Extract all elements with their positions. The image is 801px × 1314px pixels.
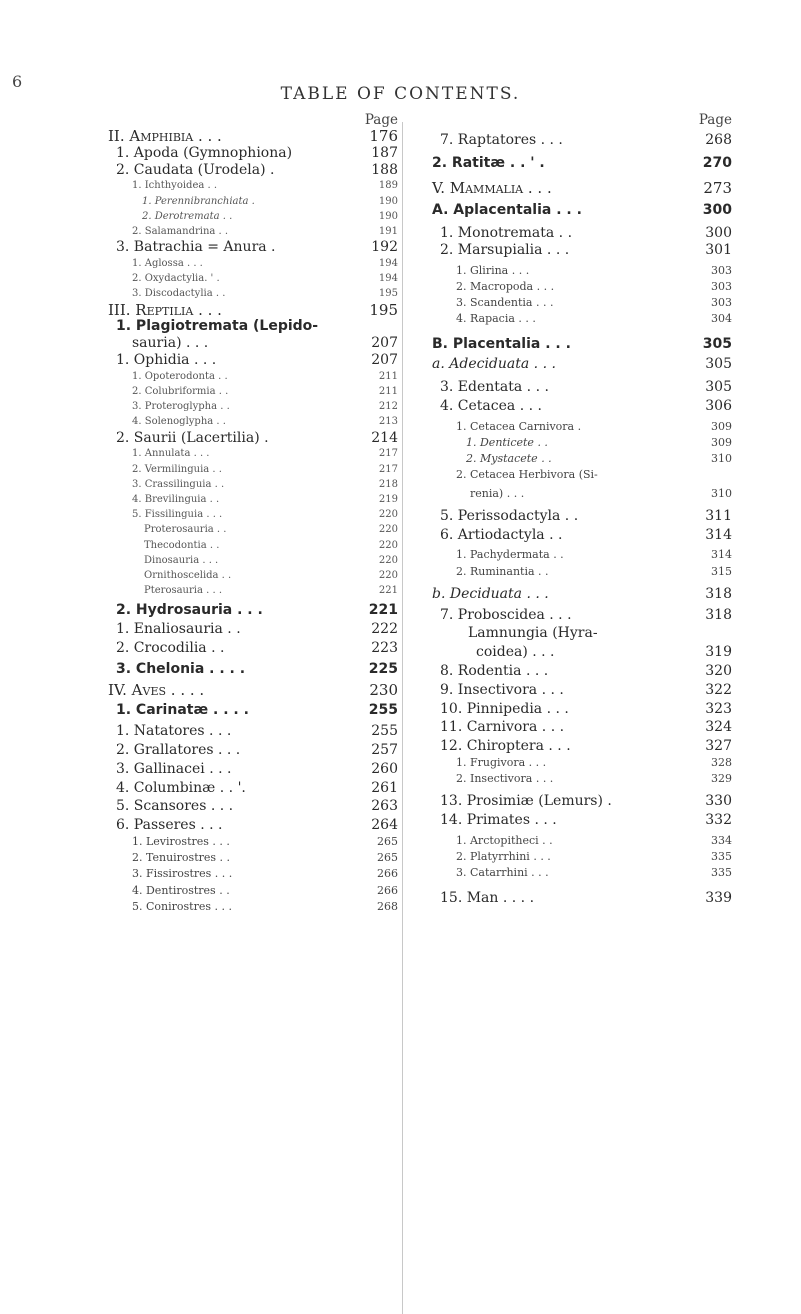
toc-entry-page: 301 bbox=[705, 241, 732, 258]
toc-entry-page: 211 bbox=[378, 386, 398, 397]
toc-entry bbox=[432, 738, 732, 755]
toc-entry-title: 3. Proteroglypha . . bbox=[132, 401, 230, 413]
toc-entry-title: 1. Monotremata . . bbox=[440, 225, 573, 242]
toc-entry-title: 2. Salamandrina . . bbox=[132, 226, 229, 237]
toc-entry-title: b. Deciduata . . . bbox=[432, 585, 549, 602]
page-number: 6 bbox=[12, 72, 23, 91]
toc-entry-page: 218 bbox=[378, 478, 398, 490]
toc-entry bbox=[432, 701, 732, 718]
toc-entry-page: 323 bbox=[705, 700, 732, 717]
toc-entry bbox=[108, 817, 398, 834]
toc-entry bbox=[432, 719, 732, 736]
toc-entry-title: 3. Discodactylia . . bbox=[132, 288, 226, 300]
toc-entry bbox=[432, 451, 732, 467]
toc-entry-title: 3. Catarrhini . . . bbox=[456, 866, 549, 880]
toc-entry-title: 2. Grallatores . . . bbox=[116, 742, 241, 759]
toc-entry-page: 219 bbox=[378, 494, 398, 506]
toc-entry-page: 189 bbox=[378, 180, 398, 192]
toc-entry-title: 2. Ratitæ . . ' . bbox=[432, 154, 545, 171]
toc-entry-title: 3. Scandentia . . . bbox=[456, 296, 554, 310]
toc-entry-title: III. Reptilia . . . bbox=[108, 300, 222, 319]
toc-entry bbox=[108, 335, 398, 352]
toc-entry-title: 3. Gallinacei . . . bbox=[116, 760, 232, 777]
toc-entry-page: 257 bbox=[371, 742, 398, 759]
toc-entry bbox=[108, 723, 398, 740]
toc-entry-page: 330 bbox=[705, 793, 732, 810]
toc-entry-page: 335 bbox=[711, 850, 732, 864]
toc-entry-title: 3. Batrachia = Anura . bbox=[116, 239, 276, 256]
toc-entry-page: 255 bbox=[368, 702, 398, 719]
toc-entry-page: 319 bbox=[705, 644, 732, 661]
toc-entry-title: 5. Conirostres . . . bbox=[132, 899, 232, 913]
toc-entry-title: 13. Prosimiæ (Lemurs) . bbox=[440, 793, 612, 810]
toc-entry-page: 273 bbox=[703, 178, 732, 197]
toc-entry-title: 1. Frugivora . . . bbox=[456, 755, 547, 769]
toc-entry-page: 211 bbox=[378, 370, 398, 382]
toc-entry-title: 2. Saurii (Lacertilia) . bbox=[116, 429, 269, 446]
toc-entry-page: 318 bbox=[705, 606, 732, 623]
toc-entry-page: 192 bbox=[371, 239, 398, 256]
toc-entry-page: 311 bbox=[705, 507, 732, 524]
toc-entry-title: 7. Proboscidea . . . bbox=[440, 606, 572, 623]
toc-entry-page: 306 bbox=[705, 397, 732, 414]
toc-entry-title: 2. Crocodilia . . bbox=[116, 640, 225, 657]
toc-right-column bbox=[432, 112, 732, 906]
toc-entry-title: 2. Insectivora . . . bbox=[456, 772, 554, 786]
toc-entry-page: 261 bbox=[371, 779, 398, 796]
toc-entry-page: 220 bbox=[378, 554, 398, 566]
toc-entry-title: Lamnungia (Hyra- bbox=[468, 625, 598, 642]
toc-entry-page: 223 bbox=[371, 640, 398, 657]
toc-entry-page: 221 bbox=[368, 602, 398, 619]
toc-entry bbox=[432, 132, 732, 149]
toc-entry-title: sauria) . . . bbox=[132, 335, 209, 352]
toc-entry bbox=[432, 155, 732, 172]
toc-entry-title: 14. Primates . . . bbox=[440, 812, 557, 829]
toc-entry bbox=[432, 202, 732, 219]
toc-entry-page: 207 bbox=[371, 352, 398, 368]
toc-entry-page: 187 bbox=[371, 144, 398, 161]
toc-entry bbox=[108, 553, 398, 568]
toc-entry-page: 303 bbox=[711, 296, 732, 310]
toc-entry-title: 10. Pinnipedia . . . bbox=[440, 700, 569, 717]
toc-entry-page: 300 bbox=[705, 225, 732, 242]
toc-entry-page: 270 bbox=[702, 154, 732, 171]
toc-entry bbox=[108, 224, 398, 239]
toc-entry bbox=[108, 866, 398, 882]
toc-entry-title: 4. Brevilinguia . . bbox=[132, 494, 220, 506]
toc-entry-page: 213 bbox=[378, 416, 398, 428]
toc-entry bbox=[432, 435, 732, 451]
toc-entry-title: 1. Perennibranchiata . bbox=[142, 195, 255, 207]
toc-entry-title: 1. Enaliosauria . . bbox=[116, 621, 241, 638]
toc-entry-page: 310 bbox=[711, 486, 732, 500]
toc-entry-title: 1. Levirostres . . . bbox=[132, 835, 230, 848]
toc-entry-title: 3. Crassilinguia . . bbox=[132, 478, 225, 490]
toc-entry-page: 318 bbox=[705, 585, 732, 602]
toc-entry-page: 268 bbox=[377, 899, 398, 913]
toc-entry-page: 207 bbox=[371, 335, 398, 352]
toc-entry-page: 310 bbox=[711, 452, 732, 466]
toc-entry bbox=[432, 379, 732, 396]
toc-entry-page: 322 bbox=[705, 681, 732, 698]
toc-entry bbox=[432, 663, 732, 680]
toc-entry bbox=[432, 398, 732, 415]
toc-entry-title: 4. Columbinæ . . '. bbox=[116, 779, 246, 796]
toc-entry bbox=[432, 644, 732, 661]
toc-entry-title: 4. Cetacea . . . bbox=[440, 397, 542, 414]
toc-entry bbox=[432, 564, 732, 580]
toc-entry-page: 176 bbox=[369, 127, 398, 145]
toc-entry bbox=[432, 625, 732, 642]
toc-entry-page: 305 bbox=[705, 379, 732, 396]
toc-entry bbox=[108, 399, 398, 414]
toc-entry-title: 1. Natatores . . . bbox=[116, 723, 232, 740]
toc-entry bbox=[108, 899, 398, 915]
toc-entry-title: A. Aplacentalia . . . bbox=[432, 202, 582, 219]
toc-entry bbox=[432, 833, 732, 849]
toc-entry-title: IV. Aves . . . . bbox=[108, 680, 205, 699]
toc-entry bbox=[432, 508, 732, 525]
toc-entry-page: 314 bbox=[705, 526, 732, 543]
toc-entry bbox=[108, 661, 398, 678]
toc-entry bbox=[432, 771, 732, 787]
toc-entry bbox=[108, 239, 398, 256]
column-divider bbox=[402, 122, 403, 1314]
toc-entry bbox=[432, 225, 732, 242]
toc-entry-title: Pterosauria . . . bbox=[144, 585, 223, 597]
toc-entry-title: 3. Fissirostres . . . bbox=[132, 867, 233, 881]
toc-entry-page: 222 bbox=[371, 621, 398, 638]
toc-entry bbox=[108, 492, 398, 507]
toc-left-column bbox=[108, 112, 398, 915]
toc-entry-page: 268 bbox=[705, 132, 732, 148]
toc-entry-title: 8. Rodentia . . . bbox=[440, 662, 549, 679]
toc-entry bbox=[108, 369, 398, 384]
toc-entry-page: 264 bbox=[371, 817, 398, 834]
toc-entry bbox=[432, 547, 732, 563]
toc-entry-title: II. Amphibia . . . bbox=[108, 127, 222, 145]
toc-entry-page: 260 bbox=[371, 760, 398, 777]
toc-entry-page: 332 bbox=[705, 812, 732, 829]
toc-entry-title: 2. Ruminantia . . bbox=[456, 564, 549, 578]
toc-entry bbox=[432, 336, 732, 353]
toc-entry-page: 305 bbox=[705, 356, 732, 373]
toc-entry bbox=[432, 419, 732, 435]
toc-entry-title: 1. Opoterodonta . . bbox=[132, 370, 228, 382]
toc-entry bbox=[108, 780, 398, 797]
toc-entry bbox=[432, 486, 732, 502]
toc-entry bbox=[432, 812, 732, 829]
page-column-label: Page bbox=[364, 112, 398, 128]
toc-entry bbox=[432, 242, 732, 259]
toc-entry-title: 1. Aglossa . . . bbox=[132, 258, 203, 269]
toc-entry-page: 324 bbox=[705, 719, 732, 736]
toc-entry-page: 217 bbox=[378, 463, 398, 475]
toc-entry-title: 2. Colubriformia . . bbox=[132, 386, 229, 397]
toc-entry-title: 1. Cetacea Carnivora . bbox=[456, 419, 582, 433]
toc-entry bbox=[432, 467, 732, 483]
toc-entry-page: 255 bbox=[371, 723, 398, 740]
toc-entry bbox=[432, 356, 732, 373]
toc-entry-title: 9. Insectivora . . . bbox=[440, 681, 564, 698]
toc-entry bbox=[108, 507, 398, 522]
toc-entry-page: 329 bbox=[711, 772, 732, 786]
toc-entry bbox=[108, 256, 398, 271]
toc-entry-page: 214 bbox=[371, 429, 398, 446]
toc-entry-page: 328 bbox=[711, 755, 732, 769]
toc-entry-title: 2. Caudata (Urodela) . bbox=[116, 161, 275, 178]
toc-entry-page: 335 bbox=[711, 866, 732, 880]
toc-entry bbox=[432, 527, 732, 544]
toc-entry bbox=[432, 586, 732, 603]
toc-entry-title: Ornithoscelida . . bbox=[144, 570, 232, 582]
toc-entry bbox=[108, 602, 398, 619]
toc-entry-page: 309 bbox=[711, 419, 732, 433]
toc-entry bbox=[108, 178, 398, 193]
toc-entry bbox=[108, 318, 398, 335]
toc-entry bbox=[432, 263, 732, 279]
toc-entry-page: 266 bbox=[377, 883, 398, 897]
toc-entry bbox=[432, 849, 732, 865]
toc-entry-title: 1. Ophidia . . . bbox=[116, 352, 217, 368]
toc-entry bbox=[108, 462, 398, 477]
toc-entry bbox=[108, 798, 398, 815]
toc-entry-title: a. Adeciduata . . . bbox=[432, 356, 556, 373]
toc-entry bbox=[108, 640, 398, 657]
toc-entry-page: 320 bbox=[705, 662, 732, 679]
toc-entry-title: 1. Glirina . . . bbox=[456, 263, 530, 277]
toc-entry-title: Dinosauria . . . bbox=[144, 554, 219, 566]
toc-entry-title: 5. Perissodactyla . . bbox=[440, 507, 579, 524]
toc-entry-title: Proterosauria . . bbox=[144, 524, 227, 536]
toc-entry-page: 339 bbox=[705, 889, 732, 906]
toc-entry-page: 266 bbox=[377, 867, 398, 881]
toc-entry bbox=[108, 302, 398, 319]
toc-entry-title: 2. Vermilinguia . . bbox=[132, 463, 222, 475]
toc-entry-title: 3. Edentata . . . bbox=[440, 379, 549, 396]
toc-entry bbox=[108, 209, 398, 224]
toc-entry-title: 3. Chelonia . . . . bbox=[116, 660, 246, 677]
toc-entry-title: 2. Platyrrhini . . . bbox=[456, 850, 551, 864]
toc-entry-page: 220 bbox=[378, 509, 398, 521]
toc-entry bbox=[108, 621, 398, 638]
toc-entry bbox=[108, 384, 398, 399]
toc-entry-title: 1. Carinatæ . . . . bbox=[116, 702, 249, 719]
toc-entry-title: 5. Fissilinguia . . . bbox=[132, 509, 223, 521]
toc-entry-page: 217 bbox=[378, 448, 398, 460]
toc-entry bbox=[108, 446, 398, 461]
toc-entry bbox=[108, 414, 398, 429]
toc-entry-page: 265 bbox=[377, 835, 398, 848]
toc-entry bbox=[108, 850, 398, 866]
toc-entry bbox=[108, 742, 398, 759]
toc-entry-page: 190 bbox=[378, 195, 398, 207]
toc-entry bbox=[108, 286, 398, 301]
toc-entry-title: B. Placentalia . . . bbox=[432, 335, 571, 352]
toc-entry-page: 194 bbox=[378, 258, 398, 269]
toc-entry-title: 2. Mystacete . . bbox=[466, 452, 552, 466]
toc-entry bbox=[108, 583, 398, 598]
toc-entry-title: 1. Annulata . . . bbox=[132, 448, 210, 460]
toc-entry bbox=[432, 793, 732, 810]
toc-entry-page: 327 bbox=[705, 738, 732, 755]
toc-entry-title: 1. Plagiotremata (Lepido- bbox=[116, 318, 319, 335]
toc-entry-page: 220 bbox=[378, 524, 398, 536]
toc-entry-title: coidea) . . . bbox=[476, 644, 555, 661]
toc-entry-title: 4. Rapacia . . . bbox=[456, 312, 536, 326]
toc-entry bbox=[108, 128, 398, 145]
toc-entry-title: V. Mammalia . . . bbox=[432, 178, 552, 197]
toc-entry-title: renia) . . . bbox=[470, 486, 525, 500]
toc-entry bbox=[432, 865, 732, 881]
toc-entry-title: 6. Passeres . . . bbox=[116, 817, 223, 834]
toc-entry-page: 191 bbox=[378, 226, 398, 237]
toc-entry bbox=[432, 311, 732, 327]
toc-entry-page: 220 bbox=[378, 539, 398, 551]
toc-entry-title: 4. Dentirostres . . bbox=[132, 883, 230, 897]
toc-entry-page: 303 bbox=[711, 279, 732, 293]
toc-entry-title: 15. Man . . . . bbox=[440, 889, 535, 906]
toc-entry bbox=[432, 682, 732, 699]
toc-entry-title: 2. Marsupialia . . . bbox=[440, 241, 570, 258]
toc-entry-page: 304 bbox=[711, 312, 732, 326]
toc-entry-page: 263 bbox=[371, 798, 398, 815]
toc-entry bbox=[108, 761, 398, 778]
toc-entry bbox=[432, 755, 732, 771]
toc-entry-page: 334 bbox=[711, 833, 732, 847]
toc-entry-page: 220 bbox=[378, 570, 398, 582]
toc-entry bbox=[108, 145, 398, 162]
toc-entry bbox=[432, 279, 732, 295]
toc-entry bbox=[108, 430, 398, 447]
toc-entry-page: 195 bbox=[378, 288, 398, 300]
toc-entry-title: 1. Pachydermata . . bbox=[456, 548, 564, 562]
toc-entry bbox=[108, 568, 398, 583]
toc-entry-title: 11. Carnivora . . . bbox=[440, 719, 565, 736]
toc-entry bbox=[108, 194, 398, 209]
toc-entry bbox=[432, 607, 732, 624]
toc-entry bbox=[108, 538, 398, 553]
toc-entry-page: 195 bbox=[369, 300, 398, 319]
toc-entry bbox=[108, 352, 398, 369]
toc-entry-title: 5. Scansores . . . bbox=[116, 798, 234, 815]
toc-entry-title: 1. Arctopitheci . . bbox=[456, 833, 553, 847]
toc-entry-title: 2. Cetacea Herbivora (Si- bbox=[456, 468, 598, 482]
toc-entry bbox=[108, 522, 398, 537]
toc-entry bbox=[108, 834, 398, 850]
toc-entry-page: 303 bbox=[711, 263, 732, 277]
toc-entry-page: 212 bbox=[378, 401, 398, 413]
toc-entry-title: 2. Tenuirostres . . bbox=[132, 851, 231, 865]
toc-entry-title: 2. Macropoda . . . bbox=[456, 279, 555, 293]
toc-entry-title: 2. Derotremata . . bbox=[142, 210, 233, 222]
toc-entry bbox=[108, 271, 398, 286]
toc-entry-title: 1. Apoda (Gymnophiona) bbox=[116, 144, 293, 161]
toc-entry-title: 12. Chiroptera . . . bbox=[440, 738, 571, 755]
toc-entry-page: 314 bbox=[711, 548, 732, 562]
toc-entry-title: 6. Artiodactyla . . bbox=[440, 526, 563, 543]
toc-entry bbox=[432, 295, 732, 311]
toc-entry-page: 305 bbox=[702, 335, 732, 352]
toc-entry-page: 315 bbox=[711, 564, 732, 578]
toc-entry bbox=[108, 682, 398, 699]
toc-entry-page: 309 bbox=[711, 435, 732, 449]
page-column-label: Page bbox=[698, 112, 732, 128]
toc-entry-page: 190 bbox=[378, 210, 398, 222]
toc-entry-page: 265 bbox=[377, 851, 398, 865]
toc-entry-title: 1. Denticete . . bbox=[466, 435, 548, 449]
page-title: TABLE OF CONTENTS. bbox=[280, 84, 521, 104]
toc-entry-title: 2. Hydrosauria . . . bbox=[116, 602, 263, 619]
toc-entry bbox=[108, 162, 398, 179]
toc-entry-page: 230 bbox=[369, 680, 398, 699]
toc-entry-title: 4. Solenoglypha . . bbox=[132, 416, 226, 428]
toc-entry bbox=[432, 890, 732, 907]
toc-entry bbox=[432, 180, 732, 197]
toc-entry-title: 2. Oxydactylia. ' . bbox=[132, 273, 220, 285]
toc-entry-title: 7. Raptatores . . . bbox=[440, 132, 563, 148]
toc-entry bbox=[108, 702, 398, 719]
toc-entry bbox=[108, 883, 398, 899]
toc-entry bbox=[108, 477, 398, 492]
toc-entry-page: 221 bbox=[378, 585, 398, 597]
toc-entry-page: 225 bbox=[368, 660, 398, 677]
toc-entry-page: 300 bbox=[702, 202, 732, 219]
toc-entry-page: 194 bbox=[378, 273, 398, 285]
toc-entry-title: 1. Ichthyoidea . . bbox=[132, 180, 218, 192]
toc-entry-page: 188 bbox=[371, 161, 398, 178]
toc-entry-title: Thecodontia . . bbox=[144, 539, 220, 551]
